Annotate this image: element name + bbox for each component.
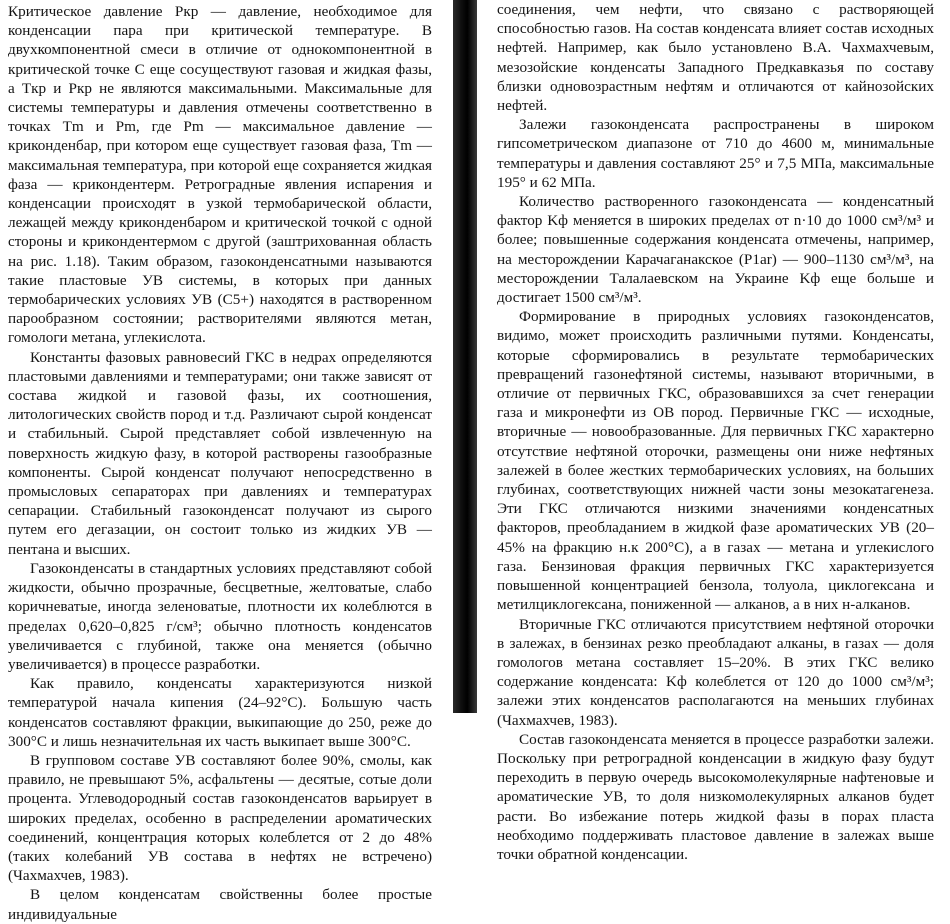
left-paragraph-2: Константы фазовых равновесий ГКС в недрах определяются пластовыми давлениями и температурами; они также зависят от состава жидкой и газовой фазы, их соотношения, литологических свойств пород и т.д. Различают сырой конденсат и стабильный. Сырой представляет собой извлеченную на поверхность жидкую фазу, в которой растворены газообразные компоненты. Сырой конденсат получают непосредственно в промысловых сепараторах при давлениях и температурах сепарации. Стабильный газоконденсат получают из сырого путем его дегазации, он состоит только из жидких УВ — пентана и высших.: [8, 348, 432, 558]
left-paragraph-5: В групповом составе УВ составляют более 90%, смолы, как правило, не превышают 5%, асфальтены — десятые, сотые доли процента. Углеводородный состав газоконденсатов варьирует в широких пределах, особенно в распределении ароматических соединений, концентрация которых колеблется от 2 до 48% (таких колебаний УВ состава в нефтях не встречено) (Чахмахчев, 1983).: [8, 751, 432, 885]
book-gutter: [453, 0, 477, 713]
right-paragraph-6: Состав газоконденсата меняется в процессе разработки залежи. Поскольку при ретроградной конденсации в жидкую фазу будут переходить в первую очередь высокомолекулярные нафтеновые и ароматические УВ, то доля низкомолекулярных алканов будет расти. Во избежание потерь жидкой фазы в порах пласта необходимо поддерживать пластовое давление в залежах выше точки обратной конденсации.: [497, 730, 934, 863]
right-paragraph-1: соединения, чем нефти, что связано с растворяющей способностью газов. На состав конденсата влияет состав исходных нефтей. Например, как было установлено В.А. Чахмахчевым, мезозойские конденсаты Западного Предкавказья по составу близки одновозрастным нефтям и отличаются от кайнозойских нефтей.: [497, 1, 934, 115]
right-paragraph-4: Формирование в природных условиях газоконденсатов, видимо, может происходить различными путями. Конденсаты, которые сформировались в результате термобарических превращений газонефтяной системы, называют вторичными, в отличие от первичных ГКС, образовавшихся за счет генерации газа и микронефти из ОВ пород. Первичные ГКС — исходные, вторичные — новообразованные. Для первичных ГКС характерно отсутствие нефтяной оторочки, размещены они ниже нефтяных залежей в более жестких термобарических условиях, на больших глубинах, соответствующих нижней части зоны мезокатагенеза. Эти ГКС отличаются низкими значениями конденсатных факторов, преобладанием в жидкой фазе ароматических УВ (20–45% на фракцию н.к 200°C), а в газах — метана и углекислого газа. Бензиновая фракция первичных ГКС характеризуется повышенной концентрацией бензола, толуола, циклогексана и метилциклогексана, пониженной — алканов, а в них н-алканов.: [497, 308, 934, 614]
left-paragraph-6: В целом конденсатам свойственны более простые индивидуальные: [8, 886, 432, 923]
left-paragraph-4: Как правило, конденсаты характеризуются низкой температурой начала кипения (24–92°C). Большую часть конденсатов составляют фракции, выкипающие до 250, реже до 300°C и лишь незначительная их часть выкипает выше 300°C.: [8, 675, 432, 750]
right-paragraph-3: Количество растворенного газоконденсата — конденсатный фактор Kф меняется в широких пределах от n·10 до 1000 см³/м³ и более; повышенные содержания конденсата отмечены, например, на месторождении Карачаганакское (P1ar) — 900–1130 см³/м³, на месторождении Талалаевском на Украине Kф еще больше и достигает 1500 см³/м³.: [497, 193, 934, 307]
left-page: [0, 0, 446, 923]
left-paragraph-3: Газоконденсаты в стандартных условиях представляют собой жидкости, обычно прозрачные, бесцветные, желтоватые, слабо коричневатые, иногда зеленоватые, плотности их колеблются в пределах 0,620–0,825 г/см³; обычно плотность конденсатов увеличивается с глубиной, также она меняется (обычно увеличивается) в процессе разработки.: [8, 559, 432, 673]
right-paragraph-5: Вторичные ГКС отличаются присутствием нефтяной оторочки в залежах, в бензинах резко преобладают алканы, в газах — доля гомологов метана составляет 15–20%. В этих ГКС велико содержание конденсата: Kф колеблется от 120 до 1000 см³/м³; залежи этих конденсатов располагаются на меньших глубинах (Чахмахчев, 1983).: [497, 615, 934, 729]
right-page: [483, 0, 950, 863]
right-paragraph-2: Залежи газоконденсата распространены в широком гипсометрическом диапазоне от 710 до 4600 м, минимальные температуры и давления составляют 25° и 7,5 МПа, максимальные 195° и 62 МПа.: [497, 116, 934, 191]
left-paragraph-1: Критическое давление Pкр — давление, необходимое для конденсации пара при критической температуре. В двухкомпонентной смеси в отличие от однокомпонентной в критической точке C еще сосуществуют газовая и жидкая фазы, а Tкр и Pкр не являются максимальными. Максимальные для системы температуры и давления отмечены соответственно в точках Tm и Pm, где Pm — максимальное давление — криконденбар, при котором еще существует газовая фаза, Tm — максимальная температура, при которой еще сохраняется жидкая фаза — крикондентерм. Ретроградные явления испарения и конденсации происходят в узкой термобарической области, лежащей между криконденбаром и критической точкой с одной стороны и крикондентермом с другой (заштрихованная область на рис. 1.18). Таким образом, газоконденсатными называются такие пластовые УВ системы, в которых при данных термобарических условиях УВ (C5+) находятся в растворенном парообразном состоянии; растворителями являются метан, гомологи метана, углекислота.: [8, 3, 432, 347]
